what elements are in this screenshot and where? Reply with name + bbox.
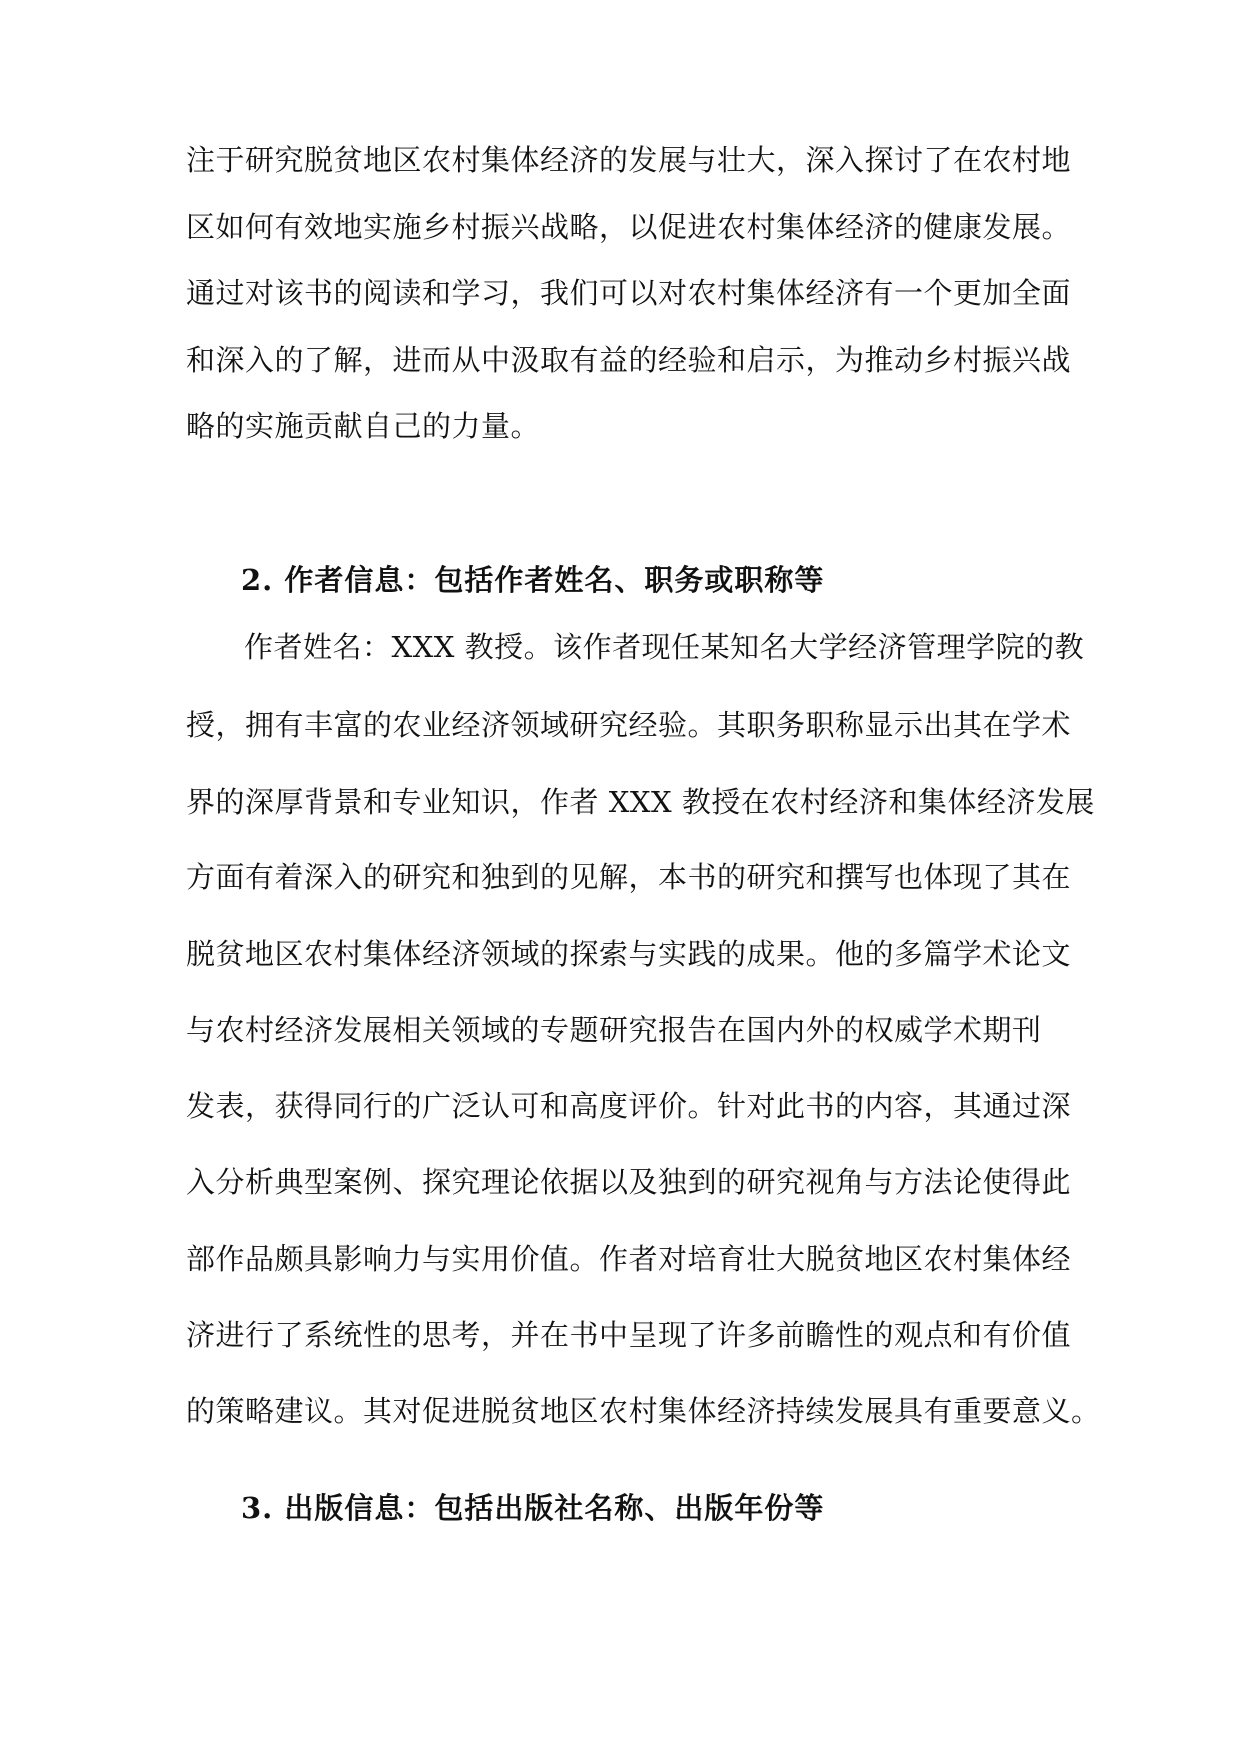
paragraph-line: 脱贫地区农村集体经济领域的探索与实践的成果。他的多篇学术论文 <box>186 937 1072 971</box>
paragraph-line: 和深入的了解，进而从中汲取有益的经验和启示，为推动乡村振兴战 <box>186 343 1072 377</box>
paragraph-line: 方面有着深入的研究和独到的见解，本书的研究和撰写也体现了其在 <box>186 860 1072 894</box>
paragraph-line: 略的实施贡献自己的力量。 <box>186 409 541 443</box>
paragraph-line: 区如何有效地实施乡村振兴战略，以促进农村集体经济的健康发展。 <box>186 210 1072 244</box>
paragraph-line: 授，拥有丰富的农业经济领域研究经验。其职务职称显示出其在学术 <box>186 708 1072 742</box>
paragraph-line: 界的深厚背景和专业知识，作者 XXX 教授在农村经济和集体经济发展 <box>186 785 1095 819</box>
paragraph-line: 作者姓名：XXX 教授。该作者现任某知名大学经济管理学院的教 <box>244 630 1085 664</box>
paragraph-line: 的策略建议。其对促进脱贫地区农村集体经济持续发展具有重要意义。 <box>186 1394 1101 1428</box>
paragraph-line: 与农村经济发展相关领域的专题研究报告在国内外的权威学术期刊 <box>186 1013 1042 1047</box>
paragraph-line: 注于研究脱贫地区农村集体经济的发展与壮大，深入探讨了在农村地 <box>186 143 1072 177</box>
paragraph-line: 入分析典型案例、探究理论依据以及独到的研究视角与方法论使得此 <box>186 1165 1072 1199</box>
paragraph-line: 通过对该书的阅读和学习，我们可以对农村集体经济有一个更加全面 <box>186 276 1072 310</box>
paragraph-line: 济进行了系统性的思考，并在书中呈现了许多前瞻性的观点和有价值 <box>186 1318 1072 1352</box>
paragraph-line: 发表，获得同行的广泛认可和高度评价。针对此书的内容，其通过深 <box>186 1089 1072 1123</box>
paragraph-line: 部作品颇具影响力与实用价值。作者对培育壮大脱贫地区农村集体经 <box>186 1242 1072 1276</box>
section-heading-author-info: 2. 作者信息：包括作者姓名、职务或职称等 <box>241 563 825 597</box>
section-heading-publication-info: 3. 出版信息：包括出版社名称、出版年份等 <box>241 1491 825 1525</box>
